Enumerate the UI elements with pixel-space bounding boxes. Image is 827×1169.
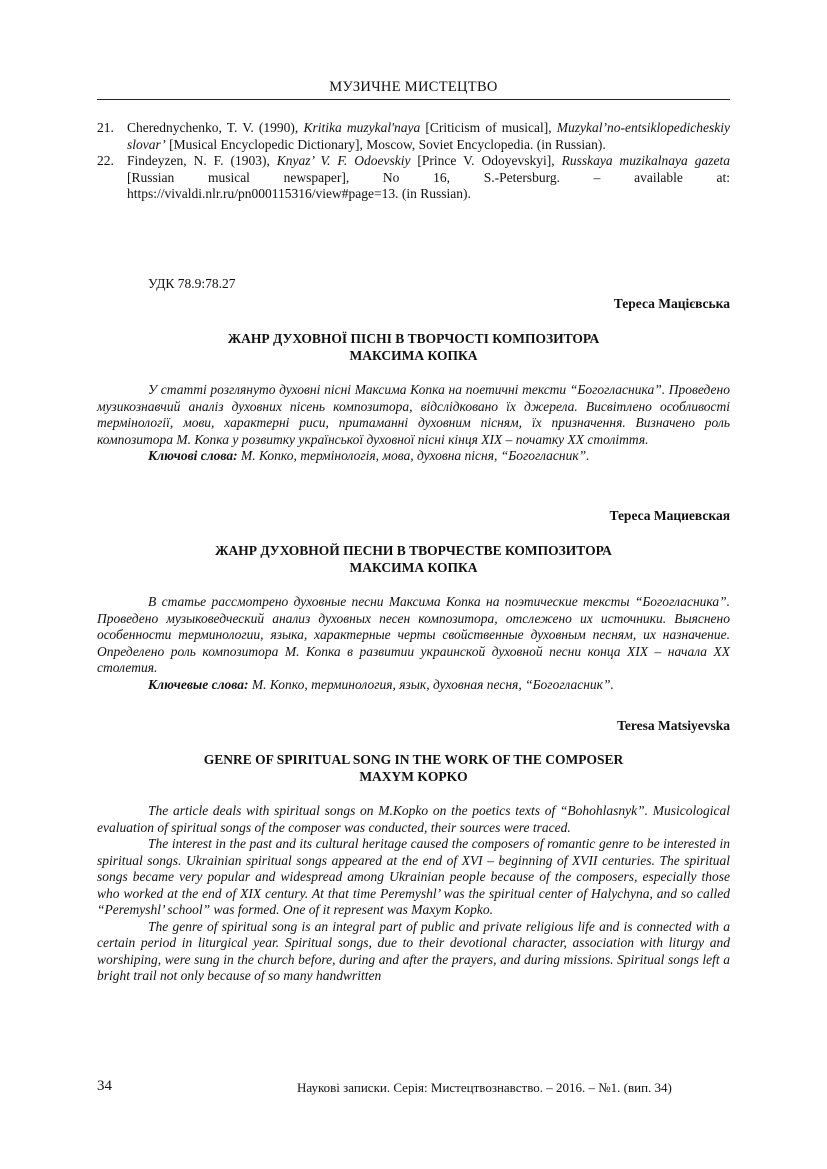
title-ukrainian (97, 331, 730, 364)
keywords-text: М. Копко, терминология, язык, духовная песня, “Богогласник”. (248, 676, 614, 692)
reference-item (97, 153, 730, 203)
ref-part-italic: Muzykal’no-entsiklopedicheskiy slovar’ (127, 120, 730, 152)
reference-text (127, 153, 730, 203)
author-english: Teresa Matsiyevska (617, 718, 730, 733)
ref-part: Findeyzen, N. F. (1903), (127, 153, 277, 168)
ref-part: [Prince V. Odoyevskyi], (410, 153, 562, 168)
abstract-english (97, 803, 730, 985)
reference-number: 21. (97, 120, 114, 135)
keywords-label: Ключевые слова: (148, 676, 249, 692)
keywords (97, 448, 730, 465)
ref-part: [Russian musical newspaper], No 16, S.-Petersburg. – available at: https://vivaldi.nlr.ru/pn000115316/view#page=13. (in Russian). (127, 169, 730, 201)
ref-part: [Criticism of musical], (420, 120, 557, 135)
keywords (97, 677, 730, 694)
ref-part-italic: Knyaz’ V. F. Odoevskiy (276, 153, 411, 168)
paragraph: The genre of spiritual song is an integral part of public and private religious life and is connected with a certain period in liturgical year. Spiritual songs, due to their devotional character, association with liturgy and worshiping, were sung in the church before, during and after the prayers, and during missions. Spiritual songs left a bright trail not only because of so many handwritten (97, 918, 730, 983)
running-header: МУЗИЧНЕ МИСТЕЦТВО (329, 79, 498, 95)
journal-citation: Наукові записки. Серія: Мистецтвознавство. – 2016. – №1. (вип. 34) (297, 1080, 672, 1095)
paragraph: The interest in the past and its cultural heritage caused the composers of romantic genre to be interested in spiritual songs. Ukrainian spiritual songs appeared at the end of XVI – beginning of XVII centuries. The spiritual songs became very popular and widespread among Ukrainian people because of the composers, especially those who worked at the end of XIX century. At that time Peremyshl’ was the spiritual center of Halychyna, and so called “Peremyshl’ school” was formed. One of it represent was Maxym Kopko. (97, 836, 730, 917)
reference-item (97, 120, 730, 153)
abstract-text: У статті розглянуто духовні пісні Максима Копка на поетичні тексти “Богогласника”. Проведено музикознавчий аналіз духовних пісень композитора, відслідковано їх джерела. Висвітлено особливості термінології, мови, характерні риси, притаманні духовним пісням, їх призначення. Визначено роль композитора М. Копка у розвитку української духовної пісні кінця XIX – початку XX століття. (97, 382, 730, 447)
keywords-text: М. Копко, термінологія, мова, духовна пісня, “Богогласник”. (237, 448, 590, 463)
title-line: ЖАНР ДУХОВНОЙ ПЕСНИ В ТВОРЧЕСТВЕ КОМПОЗИТОРА (215, 543, 612, 558)
title-line: МАКСИМА КОПКА (349, 347, 478, 363)
abstract-text: В статье рассмотрено духовные песни Максима Копка на поэтические тексты “Богогласника”. Проведено музыковедческий анализ духовных песен композитора, отслежено их источники. Выяснено особенности терминологии, языка, характерные черты свойственные духовным песням, их назначение. Определено роль композитора М. Копка в развитии украинской духовной песни конца XIX – начала XX столетия. (97, 594, 730, 675)
udk-code: УДК 78.9:78.27 (148, 276, 236, 291)
title-english (97, 752, 730, 785)
keywords-label: Ключові слова: (148, 448, 238, 463)
ref-part: [Musical Encyclopedic Dictionary], Moscow, Soviet Encyclopedia. (in Russian). (165, 136, 606, 152)
reference-list (97, 120, 730, 203)
title-line: MAXYM KOPKO (359, 768, 468, 784)
abstract-russian (97, 594, 730, 693)
page-number: 34 (97, 1078, 112, 1094)
reference-number: 22. (97, 153, 114, 168)
paragraph: The article deals with spiritual songs on M.Kopko on the poetics texts of “Bohohlasnyk”. Musicological evaluation of spiritual songs of the composer was conducted, their sources were traced. (97, 803, 730, 835)
abstract-ukrainian (97, 382, 730, 465)
title-line: GENRE OF SPIRITUAL SONG IN THE WORK OF THE COMPOSER (203, 752, 624, 767)
title-line: МАКСИМА КОПКА (349, 559, 478, 575)
ref-part-italic: Kritika muzykal'naya (303, 120, 421, 135)
reference-text (127, 120, 730, 153)
title-line: ЖАНР ДУХОВНОЇ ПІСНІ В ТВОРЧОСТІ КОМПОЗИТОРА (227, 331, 600, 346)
author-russian: Тереса Мациевская (609, 508, 730, 523)
title-russian (97, 543, 730, 576)
ref-part: Cherednychenko, T. V. (1990), (127, 120, 304, 135)
author-ukrainian: Тереса Мацієвська (613, 296, 730, 311)
ref-part-italic: Russkaya muzikalnaya gazeta (561, 153, 730, 168)
header-rule (97, 99, 730, 100)
